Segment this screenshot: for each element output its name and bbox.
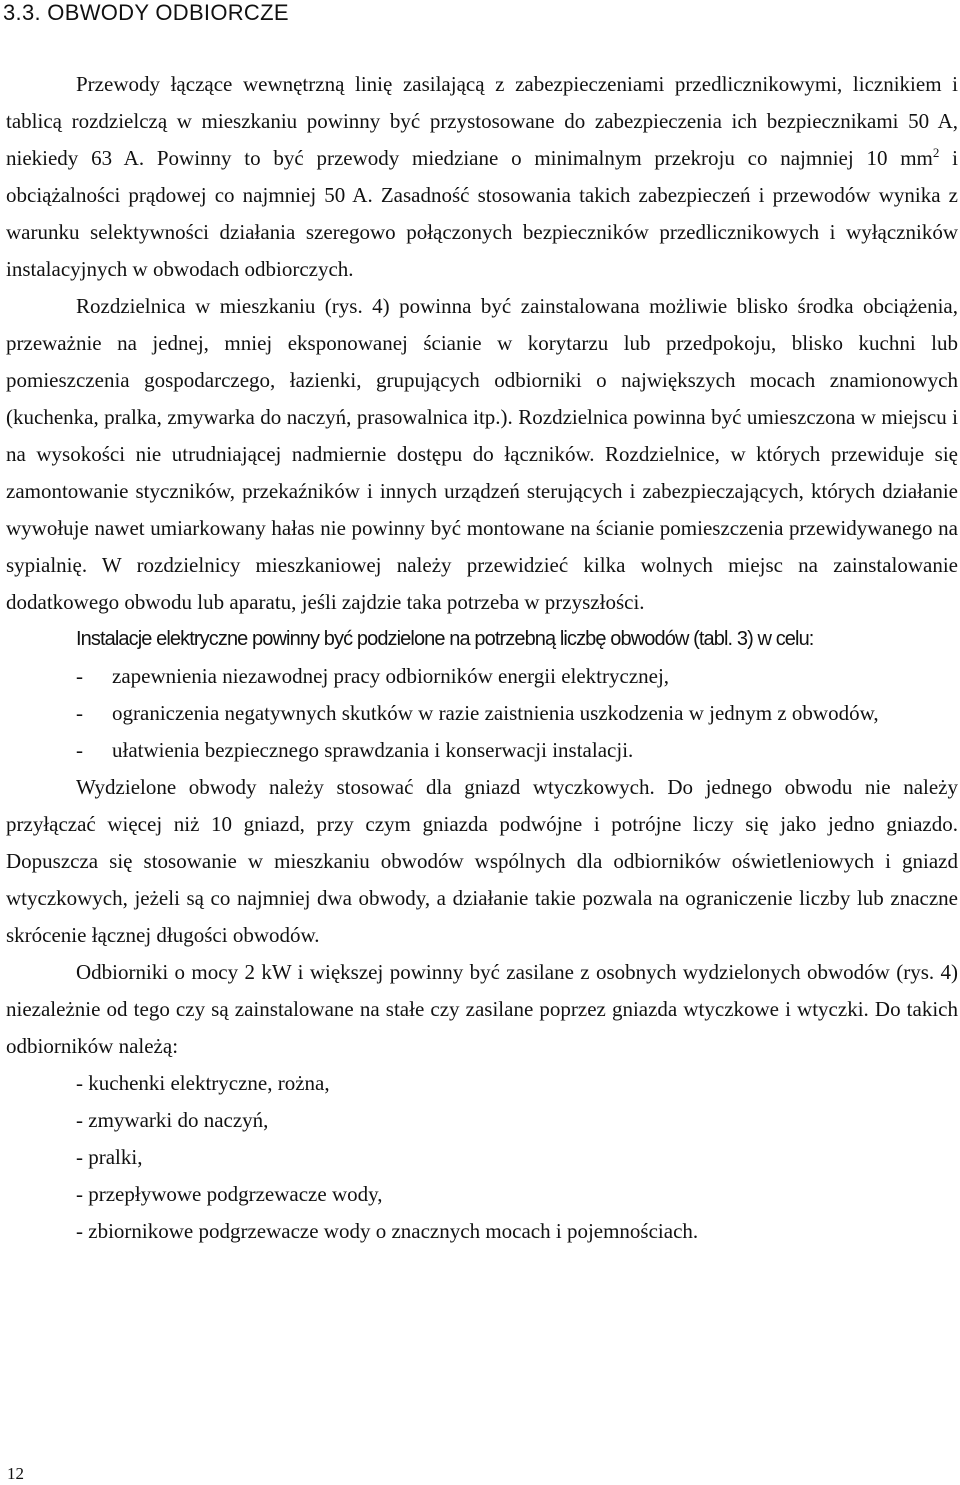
appliance-list-item: - pralki, bbox=[76, 1145, 143, 1169]
list-dash: - bbox=[76, 701, 83, 725]
page-number: 12 bbox=[7, 1464, 24, 1483]
paragraph-high-power-appliances: Odbiorniki o mocy 2 kW i większej powinny być zasilane z osobnych wydzielonych obwodów (rys. 4) niezależnie od tego czy są zainstalowane na stałe czy zasilane poprzez gniazda wtyczkowe i wtyczki. Do takich odbiorników należą: bbox=[6, 960, 958, 1058]
appliance-list-item: - zbiornikowe podgrzewacze wody o znacznych mocach i pojemnościach. bbox=[76, 1219, 699, 1243]
appliance-list bbox=[6, 1065, 958, 1250]
purpose-list-item bbox=[6, 695, 958, 732]
body-text bbox=[6, 66, 958, 1250]
purpose-list-item-text: zapewnienia niezawodnej pracy odbiorników energii elektrycznej, bbox=[112, 664, 670, 688]
paragraph-circuit-division: Instalacje elektryczne powinny być podzielone na potrzebną liczbę obwodów (tabl. 3) w celu: bbox=[76, 628, 814, 650]
list-dash: - bbox=[76, 664, 83, 688]
purpose-list-item-text: ułatwienia bezpiecznego sprawdzania i konserwacji instalacji. bbox=[112, 738, 634, 762]
appliance-list-item: - zmywarki do naczyń, bbox=[76, 1108, 269, 1132]
paragraph-socket-circuits: Wydzielone obwody należy stosować dla gniazd wtyczkowych. Do jednego obwodu nie należy przyłączać więcej niż 10 gniazd, przy czym gniazda podwójne i potrójne liczy się jako jedno gniazdo. Dopuszcza się stosowanie w mieszkaniu obwodów wspólnych dla odbiorników oświetleniowych i gniazd wtyczkowych, jeżeli są co najmniej dwa obwody, a działanie takie pozwala na ograniczenie liczby lub znaczne skrócenie łącznej długości obwodów. bbox=[6, 775, 958, 947]
paragraph-conductors-text-b: i obciążalności prądowej co najmniej 50 A. Zasadność stosowania takich zabezpieczeń i przewodów wynika z warunku selektywności działania szeregowo połączonych bezpieczników przedlicznikowych i wyłączników instalacyjnych w obwodach odbiorczych. bbox=[6, 146, 959, 281]
purpose-list bbox=[6, 658, 958, 769]
appliance-list-item: - kuchenki elektryczne, rożna, bbox=[76, 1071, 330, 1095]
paragraph-conductors-text-a: Przewody łączące wewnętrzną linię zasilającą z zabezpieczeniami przedlicznikowymi, licznikiem i tablicą rozdzielczą w mieszkaniu powinny być przystosowane do zabezpieczenia ich bezpiecznikami 50 A, niekiedy 63 A. Powinny to być przewody miedziane o minimalnym przekroju co najmniej 10 mm bbox=[6, 72, 958, 170]
purpose-list-item-text: ograniczenia negatywnych skutków w razie zaistnienia uszkodzenia w jednym z obwodów, bbox=[112, 701, 879, 725]
appliance-list-item: - przepływowe podgrzewacze wody, bbox=[76, 1182, 383, 1206]
unit-superscript: 2 bbox=[932, 145, 940, 160]
paragraph-conductors bbox=[6, 66, 958, 288]
list-dash: - bbox=[76, 738, 83, 762]
section-heading: 3.3. OBWODY ODBIORCZE bbox=[3, 0, 289, 25]
paragraph-distribution-board: Rozdzielnica w mieszkaniu (rys. 4) powinna być zainstalowana możliwie blisko środka obciążenia, przeważnie na jednej, mniej eksponowanej ścianie w korytarzu lub przedpokoju, blisko kuchni lub pomieszczenia gospodarczego, łazienki, grupujących odbiorniki o największych mocach znamionowych (kuchenka, pralka, zmywarka do naczyń, prasowalnica itp.). Rozdzielnica powinna być umieszczona w miejscu i na wysokości nie utrudniającej nadmiernie dostępu do łączników. Rozdzielnice, w których przewiduje się zamontowanie styczników, przekaźników i innych urządzeń sterujących i zabezpieczających, których działanie wywołuje nawet umiarkowany hałas nie powinny być montowane na ścianie pomieszczenia przewidywanego na sypialnię. W rozdzielnicy mieszkaniowej należy przewidzieć kilka wolnych miejsc na zainstalowanie dodatkowego obwodu lub aparatu, jeśli zajdzie taka potrzeba w przyszłości. bbox=[6, 294, 958, 614]
purpose-list-item bbox=[6, 658, 958, 695]
purpose-list-item bbox=[6, 732, 958, 769]
